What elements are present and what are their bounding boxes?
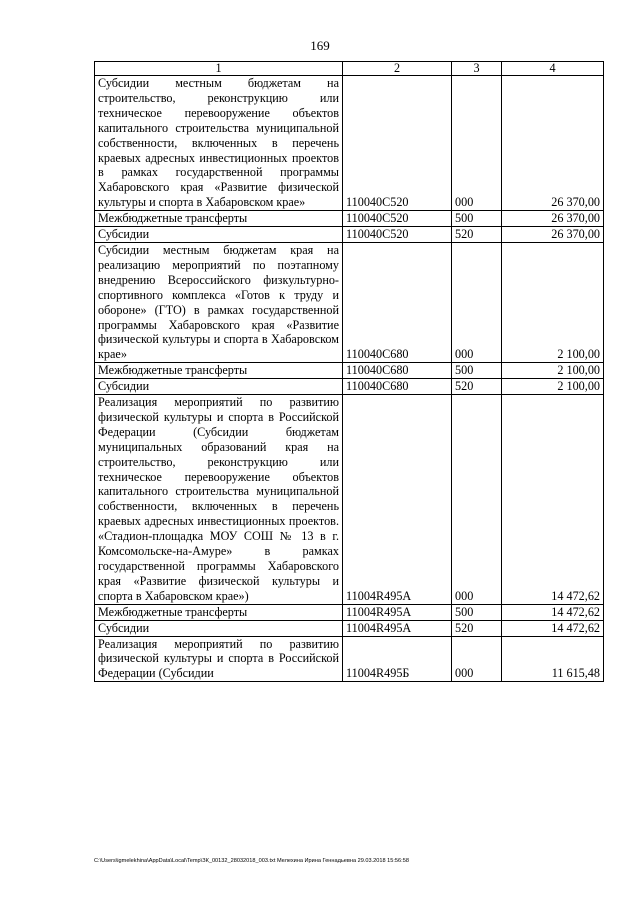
row-type: 520 — [452, 227, 502, 243]
row-amount: 14 472,62 — [502, 620, 604, 636]
row-amount: 26 370,00 — [502, 227, 604, 243]
column-header-3: 3 — [452, 62, 502, 76]
column-header-1: 1 — [95, 62, 343, 76]
row-type: 500 — [452, 363, 502, 379]
row-code: 11004R495A — [343, 604, 452, 620]
table-row — [95, 379, 604, 395]
row-name: Межбюджетные трансферты — [95, 363, 343, 379]
row-amount: 26 370,00 — [502, 76, 604, 211]
table-row — [95, 395, 604, 605]
row-type: 500 — [452, 211, 502, 227]
table-row — [95, 211, 604, 227]
row-code: 110040С520 — [343, 76, 452, 211]
page-number: 169 — [310, 38, 330, 53]
row-amount: 11 615,48 — [502, 636, 604, 682]
row-name: Реализация мероприятий по развитию физической культуры и спорта в Российской Федерации (Субсидии бюджетам муниципальных образований края на строительство, реконструкцию или техническое перевооружение объектов капитального строительства муниципальной собственности, включенных в перечень краевых адресных инвестиционных проектов. «Стадион-площадка МОУ СОШ № 13 в г. Комсомольске-на-Амуре» в рамках государственной программы Хабаровского края «Развитие физической культуры и спорта в Хабаровском крае») — [95, 395, 343, 605]
table-row — [95, 636, 604, 682]
column-header-2: 2 — [343, 62, 452, 76]
row-type: 000 — [452, 395, 502, 605]
row-code: 110040С680 — [343, 363, 452, 379]
row-type: 000 — [452, 242, 502, 362]
table-row — [95, 227, 604, 243]
row-amount: 2 100,00 — [502, 379, 604, 395]
row-type: 520 — [452, 379, 502, 395]
row-code: 110040С520 — [343, 227, 452, 243]
row-code: 11004R495A — [343, 620, 452, 636]
row-name: Субсидии — [95, 620, 343, 636]
row-code: 110040С680 — [343, 379, 452, 395]
row-name: Субсидии местным бюджетам края на реализацию мероприятий по поэтапному внедрению Всероссийского физкультурно-спортивного комплекса «Готов к труду и обороне» (ГТО) в рамках государственной программы Хабаровского края «Развитие физической культуры и спорта в Хабаровском крае» — [95, 242, 343, 362]
table-row — [95, 363, 604, 379]
row-amount: 2 100,00 — [502, 363, 604, 379]
row-type: 000 — [452, 76, 502, 211]
row-amount: 14 472,62 — [502, 395, 604, 605]
row-amount: 14 472,62 — [502, 604, 604, 620]
row-amount: 26 370,00 — [502, 211, 604, 227]
table-row — [95, 620, 604, 636]
row-code: 110040С520 — [343, 211, 452, 227]
row-name: Межбюджетные трансферты — [95, 604, 343, 620]
budget-table — [94, 61, 604, 682]
row-name: Субсидии — [95, 379, 343, 395]
row-amount: 2 100,00 — [502, 242, 604, 362]
table-row — [95, 76, 604, 211]
table-header-row — [95, 62, 604, 76]
column-header-4: 4 — [502, 62, 604, 76]
row-type: 000 — [452, 636, 502, 682]
row-code: 11004R495Б — [343, 636, 452, 682]
table-row — [95, 242, 604, 362]
row-name: Субсидии — [95, 227, 343, 243]
row-code: 110040С680 — [343, 242, 452, 362]
row-code: 11004R495A — [343, 395, 452, 605]
row-name: Реализация мероприятий по развитию физической культуры и спорта в Российской Федерации (Субсидии — [95, 636, 343, 682]
row-type: 500 — [452, 604, 502, 620]
table-row — [95, 604, 604, 620]
row-type: 520 — [452, 620, 502, 636]
row-name: Межбюджетные трансферты — [95, 211, 343, 227]
file-path-footer: C:\Users\igmelekhina\AppData\Local\Temp\ЗК_00132_28032018_003.txt Мелехина Ирина Геннадьевна 29.03.2018 15:56:58 — [94, 858, 409, 864]
row-name: Субсидии местным бюджетам на строительство, реконструкцию или техническое перевооружение объектов капитального строительства муниципальной собственности, включенных в перечень краевых адресных инвестиционных проектов в рамках государственной программы Хабаровского края «Развитие физической культуры и спорта в Хабаровском крае» — [95, 76, 343, 211]
